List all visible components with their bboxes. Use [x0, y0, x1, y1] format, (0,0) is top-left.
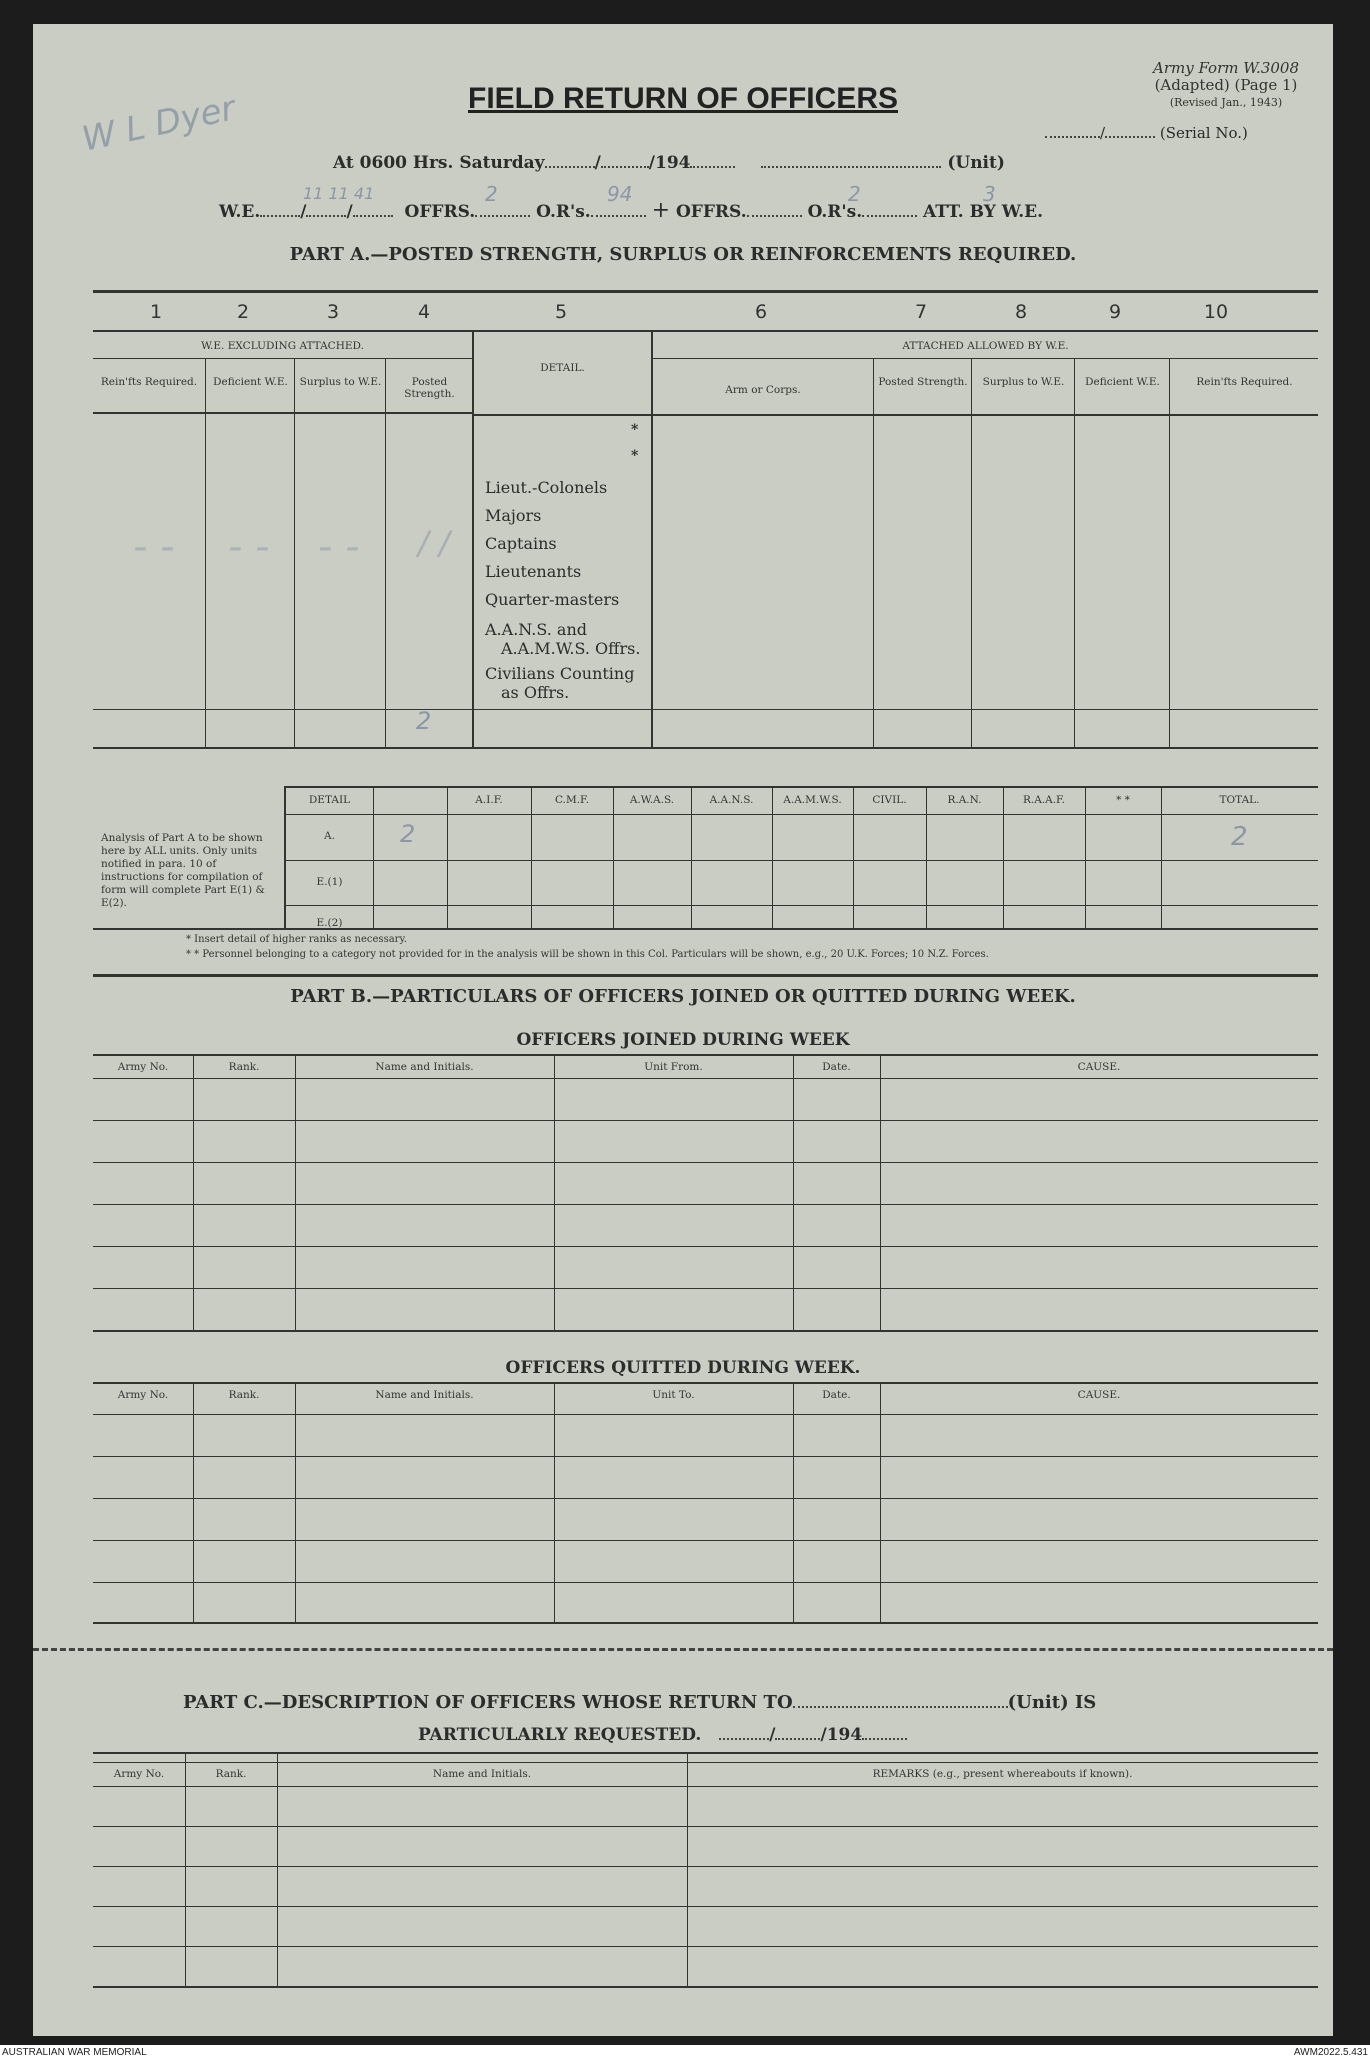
analysis-header: TOTAL.	[1219, 794, 1260, 806]
part-c-col-header: Rank.	[215, 1768, 247, 1780]
rule	[93, 1498, 1318, 1499]
rule	[93, 747, 1318, 749]
rule	[185, 1754, 186, 1986]
rule	[205, 358, 206, 747]
rule	[93, 928, 1318, 930]
rule	[93, 974, 1318, 977]
rule	[93, 290, 1318, 293]
star-marker: *	[631, 422, 639, 438]
attached-allowed-header: ATTACHED ALLOWED BY W.E.	[902, 340, 1069, 352]
handwritten-signature: W L Dyer	[78, 88, 239, 160]
joined-title: OFFICERS JOINED DURING WEEK	[516, 1030, 850, 1050]
part-c-title-a: PART C.—DESCRIPTION OF OFFICERS WHOSE RETURN TO	[183, 1692, 793, 1713]
plus-sign: +	[651, 198, 671, 223]
hand-analysis-a: 2	[400, 820, 416, 848]
rule	[793, 1382, 794, 1622]
col-number: 10	[1203, 301, 1229, 323]
part-a-title: PART A.—POSTED STRENGTH, SURPLUS OR REINFORCEMENTS REQUIRED.	[289, 244, 1077, 265]
analysis-row-label: A.	[324, 830, 335, 842]
hand-we-date: 11 11 41	[303, 184, 375, 203]
detail-item: Majors	[485, 506, 542, 525]
att-offrs-label: OFFRS.	[675, 202, 747, 222]
part-b-title: PART B.—PARTICULARS OF OFFICERS JOINED OR QUITTED DURING WEEK.	[290, 986, 1076, 1007]
part-c-requested: PARTICULARLY REQUESTED.	[418, 1725, 702, 1745]
rule	[93, 1582, 1318, 1583]
quitted-col-header: CAUSE.	[1077, 1389, 1121, 1401]
analysis-header: A.A.M.W.S.	[783, 794, 842, 806]
col-number: 1	[149, 301, 163, 323]
rule	[853, 786, 854, 928]
rule	[93, 1120, 1318, 1121]
date-separator: /	[594, 153, 601, 173]
rule	[554, 1382, 555, 1622]
rule	[447, 786, 448, 928]
detail-item: A.A.M.W.S. Offrs.	[501, 639, 641, 658]
analysis-row-label: E.(1)	[316, 876, 343, 888]
form-paper	[33, 24, 1333, 2036]
quitted-title: OFFICERS QUITTED DURING WEEK.	[505, 1358, 861, 1378]
header-line-date	[333, 152, 1005, 173]
analysis-header: C.M.F.	[554, 794, 590, 806]
att-surplus-header: Surplus to W.E.	[982, 376, 1065, 388]
rule	[93, 1330, 1318, 1332]
rule	[277, 1754, 278, 1986]
rule	[93, 1162, 1318, 1163]
col-number: 8	[1014, 301, 1028, 323]
rule	[971, 358, 972, 747]
rule	[691, 786, 692, 928]
joined-col-header: Army No.	[117, 1061, 169, 1073]
rule	[472, 330, 474, 747]
rule	[93, 330, 1318, 332]
att-by-we-label: ATT. BY W.E.	[923, 202, 1044, 222]
rule	[284, 786, 286, 928]
rule	[294, 358, 295, 747]
joined-col-header: Date.	[822, 1061, 851, 1073]
hand-offrs: 2	[485, 182, 498, 206]
analysis-note: Analysis of Part A to be shown here by ALL units. Only units notified in para. 10 of instructions for compilation of form will complete Part E(1) & E(2).	[101, 832, 265, 909]
part-c-line2	[418, 1724, 907, 1745]
quitted-col-header: Rank.	[228, 1389, 260, 1401]
rule	[193, 1054, 194, 1330]
year-label: /194	[648, 153, 691, 173]
rule	[193, 1382, 194, 1622]
analysis-row-label: E.(2)	[316, 917, 343, 929]
hand-posted-total: 2	[416, 707, 432, 735]
analysis-header: * *	[1116, 794, 1130, 806]
hand-ors: 94	[607, 182, 633, 206]
form-number: Army Form W.3008	[1153, 59, 1299, 77]
part-c-title	[183, 1692, 1096, 1713]
part-c-col-header: Name and Initials.	[432, 1768, 532, 1780]
rule	[93, 358, 472, 359]
analysis-header: A.I.F.	[475, 794, 503, 806]
form-title: FIELD RETURN OF OFFICERS	[468, 82, 898, 115]
att-posted-header: Posted Strength.	[878, 376, 968, 388]
rule	[284, 905, 1318, 906]
analysis-header: R.A.N.	[947, 794, 982, 806]
rule	[93, 1414, 1318, 1415]
col-number: 9	[1108, 301, 1122, 323]
rule	[93, 412, 472, 414]
analysis-header: A.A.N.S.	[709, 794, 754, 806]
rule	[93, 1622, 1318, 1624]
rule	[880, 1054, 881, 1330]
rule	[1074, 358, 1075, 747]
part-c-col-header: Army No.	[113, 1768, 165, 1780]
serial-number-field	[1045, 122, 1248, 142]
rule	[1169, 358, 1170, 747]
analysis-header: DETAIL	[308, 794, 351, 806]
rule	[284, 814, 1318, 815]
footer-accession: AWM2022.5.431	[1293, 2047, 1368, 2058]
part-c-separator: /	[769, 1725, 776, 1745]
hand-att-ors: 3	[983, 182, 996, 206]
rule	[93, 1054, 1318, 1056]
rule	[880, 1382, 881, 1622]
rule	[926, 786, 927, 928]
detail-item: Captains	[485, 534, 557, 553]
att-ors-label: O.R's.	[807, 202, 863, 222]
we-excluding-header: W.E. EXCLUDING ATTACHED.	[201, 340, 364, 352]
form-adapted: (Adapted) (Page 1)	[1154, 76, 1298, 94]
rule	[93, 1288, 1318, 1289]
analysis-header: R.A.A.F.	[1022, 794, 1066, 806]
rule	[1085, 786, 1086, 928]
hand-analysis-total: 2	[1231, 822, 1248, 852]
rule	[93, 1078, 1318, 1079]
rule	[1161, 786, 1162, 928]
detail-item: Lieut.-Colonels	[485, 478, 608, 497]
rule	[531, 786, 532, 928]
joined-col-header: Unit From.	[644, 1061, 703, 1073]
col-number: 2	[236, 301, 250, 323]
ors-label: O.R's.	[536, 202, 591, 222]
surplus-header: Surplus to W.E.	[299, 376, 382, 388]
quitted-col-header: Army No.	[117, 1389, 169, 1401]
we-label: W.E.	[219, 202, 261, 222]
quitted-col-header: Name and Initials.	[375, 1389, 474, 1401]
offrs-label: OFFRS.	[404, 202, 476, 222]
at-label: At 0600 Hrs. Saturday	[333, 153, 545, 173]
analysis-header: CIVIL.	[872, 794, 907, 806]
rule	[93, 709, 1318, 710]
joined-col-header: Name and Initials.	[375, 1061, 474, 1073]
rule	[93, 1540, 1318, 1541]
detail-item: Quarter-masters	[485, 590, 620, 609]
rule	[613, 786, 614, 928]
reinfts-header: Rein'fts Required.	[100, 376, 198, 388]
quitted-col-header: Date.	[822, 1389, 851, 1401]
rule	[93, 1382, 1318, 1384]
rule	[93, 1456, 1318, 1457]
rule	[373, 786, 374, 928]
footer-institution: AUSTRALIAN WAR MEMORIAL	[2, 2047, 147, 2058]
col-number: 4	[417, 301, 431, 323]
rule	[651, 358, 1318, 359]
serial-label: (Serial No.)	[1159, 124, 1248, 142]
rule	[554, 1054, 555, 1330]
quitted-col-header: Unit To.	[652, 1389, 695, 1401]
col-number: 6	[754, 301, 768, 323]
hand-dash-mark: - -	[228, 524, 270, 570]
joined-col-header: CAUSE.	[1077, 1061, 1121, 1073]
rule	[284, 860, 1318, 861]
detail-item: A.A.N.S. and	[485, 620, 587, 639]
detail-list	[485, 474, 640, 702]
part-c-col-header: REMARKS (e.g., present whereabouts if known).	[872, 1768, 1133, 1780]
we-separator: /	[346, 202, 353, 222]
rule	[284, 786, 1318, 788]
rule	[295, 1382, 296, 1622]
rule	[873, 358, 874, 747]
footnote-1: * Insert detail of higher ranks as necessary.	[186, 934, 407, 945]
rule	[1003, 786, 1004, 928]
col-number: 3	[326, 301, 340, 323]
part-c-year: /194	[820, 1725, 863, 1745]
star-marker: *	[631, 448, 639, 464]
we-separator: /	[300, 202, 307, 222]
detail-item: Lieutenants	[485, 562, 582, 581]
hand-att-offrs: 2	[848, 182, 861, 206]
detail-item: Civilians Counting	[485, 664, 635, 683]
hand-tick-mark: / /	[418, 524, 450, 562]
att-reinfts-header: Rein'fts Required.	[1196, 376, 1293, 388]
col-number: 5	[554, 301, 568, 323]
hand-dash-mark: - -	[133, 524, 175, 570]
arm-corps-header: Arm or Corps.	[725, 384, 801, 396]
joined-col-header: Rank.	[228, 1061, 260, 1073]
form-revised: (Revised Jan., 1943)	[1169, 96, 1283, 109]
rule	[93, 1204, 1318, 1205]
deficient-header: Deficient W.E.	[213, 376, 288, 388]
detail-item: as Offrs.	[501, 683, 570, 702]
rule	[385, 358, 386, 747]
analysis-header: A.W.A.S.	[629, 794, 675, 806]
rule	[93, 1246, 1318, 1247]
col-number: 7	[914, 301, 928, 323]
rule	[295, 1054, 296, 1330]
rule	[687, 1754, 688, 1986]
hand-dash-mark: - -	[318, 524, 360, 570]
posted-header: Posted Strength.	[404, 376, 455, 400]
serial-separator: /	[1100, 124, 1106, 142]
att-deficient-header: Deficient W.E.	[1085, 376, 1160, 388]
footnote-2: * * Personnel belonging to a category not provided for in the analysis will be shown in this Col. Particulars will be shown, e.g., 20 U.K. Forces; 10 N.Z. Forces.	[186, 949, 989, 960]
part-c-title-b: (Unit) IS	[1007, 1692, 1097, 1713]
detail-header: DETAIL.	[540, 362, 585, 374]
unit-label: (Unit)	[947, 153, 1005, 173]
rule	[93, 1986, 1318, 1988]
rule	[772, 786, 773, 928]
rule	[793, 1054, 794, 1330]
rule	[472, 414, 1318, 416]
perforation-line	[33, 1648, 1333, 1651]
